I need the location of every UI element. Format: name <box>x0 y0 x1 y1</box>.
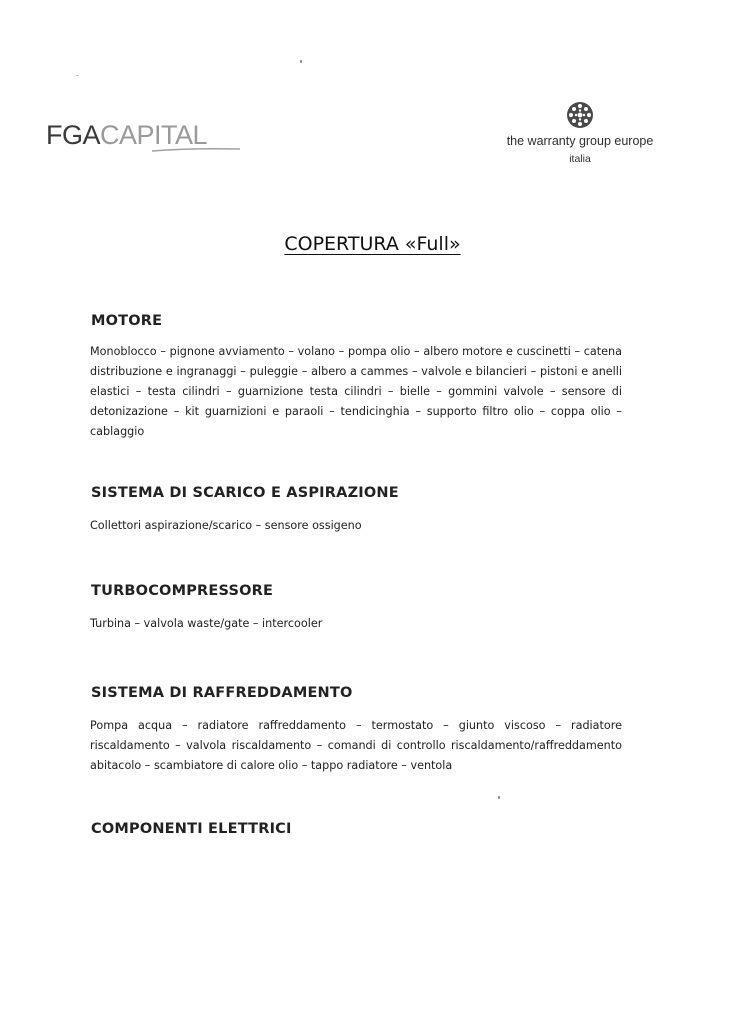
section-heading-raffreddamento: SISTEMA DI RAFFREDDAMENTO <box>91 685 353 701</box>
section-body-motore: Monoblocco – pignone avviamento – volano – pompa olio – albero motore e cuscinetti – catena distribuzione e ingranaggi – puleggie – albero a cammes – valvole e bilancieri – pistoni e anelli elastici – testa cilindri – guarnizione testa cilindri – bielle – gommini valvole – sensore di detonizazione – kit guarnizioni e paraoli – tendicinghia – supporto filtro olio – coppa olio – cablaggio <box>90 345 622 438</box>
fga-capital-logo <box>46 122 207 149</box>
warranty-group-logo <box>500 100 660 165</box>
section-heading-turbocompressore: TURBOCOMPRESSORE <box>91 583 274 599</box>
section-body-raffreddamento: Pompa acqua – radiatore raffreddamento – termostato – giunto viscoso – radiatore riscaldamento – valvola riscaldamento – comandi di controllo riscaldamento/raffreddamento abitacolo – scambiatore di calore olio – tappo radiatore – ventola <box>90 719 622 772</box>
section-body-scarico-aspirazione: Collettori aspirazione/scarico – sensore ossigeno <box>90 519 362 532</box>
section-heading-componenti-elettrici: COMPONENTI ELETTRICI <box>91 821 292 837</box>
section-body-turbocompressore: Turbina – valvola waste/gate – intercooler <box>90 617 323 630</box>
logo-swoosh-icon <box>152 147 242 153</box>
fga-logo-part2: CAPITAL <box>100 120 208 150</box>
scan-speck <box>300 60 302 63</box>
warranty-group-name: the warranty group europe <box>506 134 654 148</box>
scan-speck <box>76 75 79 76</box>
globe-icon <box>565 100 595 130</box>
document-title <box>0 233 745 255</box>
section-heading-motore: MOTORE <box>91 313 163 329</box>
section-heading-scarico-aspirazione: SISTEMA DI SCARICO E ASPIRAZIONE <box>91 485 399 501</box>
fga-logo-part1: FGA <box>46 120 101 150</box>
warranty-group-subtitle: italia <box>569 153 591 165</box>
scan-speck <box>498 796 500 799</box>
document-title-text: COPERTURA «Full» <box>284 233 461 255</box>
